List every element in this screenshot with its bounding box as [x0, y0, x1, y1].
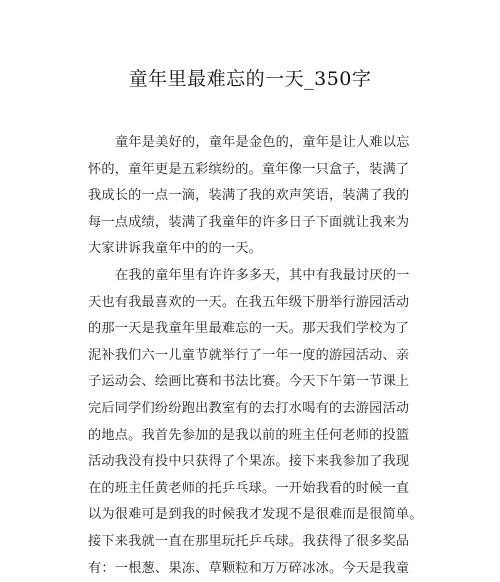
text-line: 每一点成绩，装满了我童年的许多日子下面就让我来为 [88, 210, 428, 237]
text-line: 天也有我最喜欢的一天。在我五年级下册举行游园活动 [88, 290, 428, 317]
text-line: 的地点。我首先参加的是我以前的班主任何老师的投篮 [88, 423, 428, 450]
text-line: 以为很难可是到我的时候我才发现不是很难而是很简单。 [88, 502, 428, 529]
text-line: 大家讲诉我童年中的的一天。 [88, 236, 428, 263]
text-line: 怀的，童年更是五彩缤纷的。童年像一只盒子，装满了 [88, 157, 428, 184]
text-line: 接下来我就一直在那里玩托乒乓球。我获得了很多奖品 [88, 529, 428, 556]
text-line: 在的班主任黄老师的托乒乓球。一开始我看的时候一直 [88, 476, 428, 503]
text-line: 泥补我们六一儿童节就举行了一年一度的游园活动、亲 [88, 343, 428, 370]
text-line: 童年是美好的，童年是金色的，童年是让人难以忘 [88, 130, 428, 157]
text-line: 我成长的一点一滴，装满了我的欢声笑语，装满了我的 [88, 183, 428, 210]
text-line: 的那一天是我童年里最难忘的一天。那天我们学校为了 [88, 316, 428, 343]
text-line: 完后同学们纷纷跑出教室有的去打水喝有的去游园活动 [88, 396, 428, 423]
text-line: 在我的童年里有许许多多天，其中有我最讨厌的一 [88, 263, 428, 290]
text-line: 活动我没有投中只获得了个果冻。接下来我参加了我现 [88, 449, 428, 476]
text-line: 子运动会、绘画比赛和书法比赛。今天下午第一节课上 [88, 369, 428, 396]
page-title: 童年里最难忘的一天_350字 [0, 66, 500, 92]
text-line: 有：一根葱、果冻、草颗粒和万万碎冰冰。今天是我童 [88, 556, 428, 582]
article-body [88, 130, 428, 582]
